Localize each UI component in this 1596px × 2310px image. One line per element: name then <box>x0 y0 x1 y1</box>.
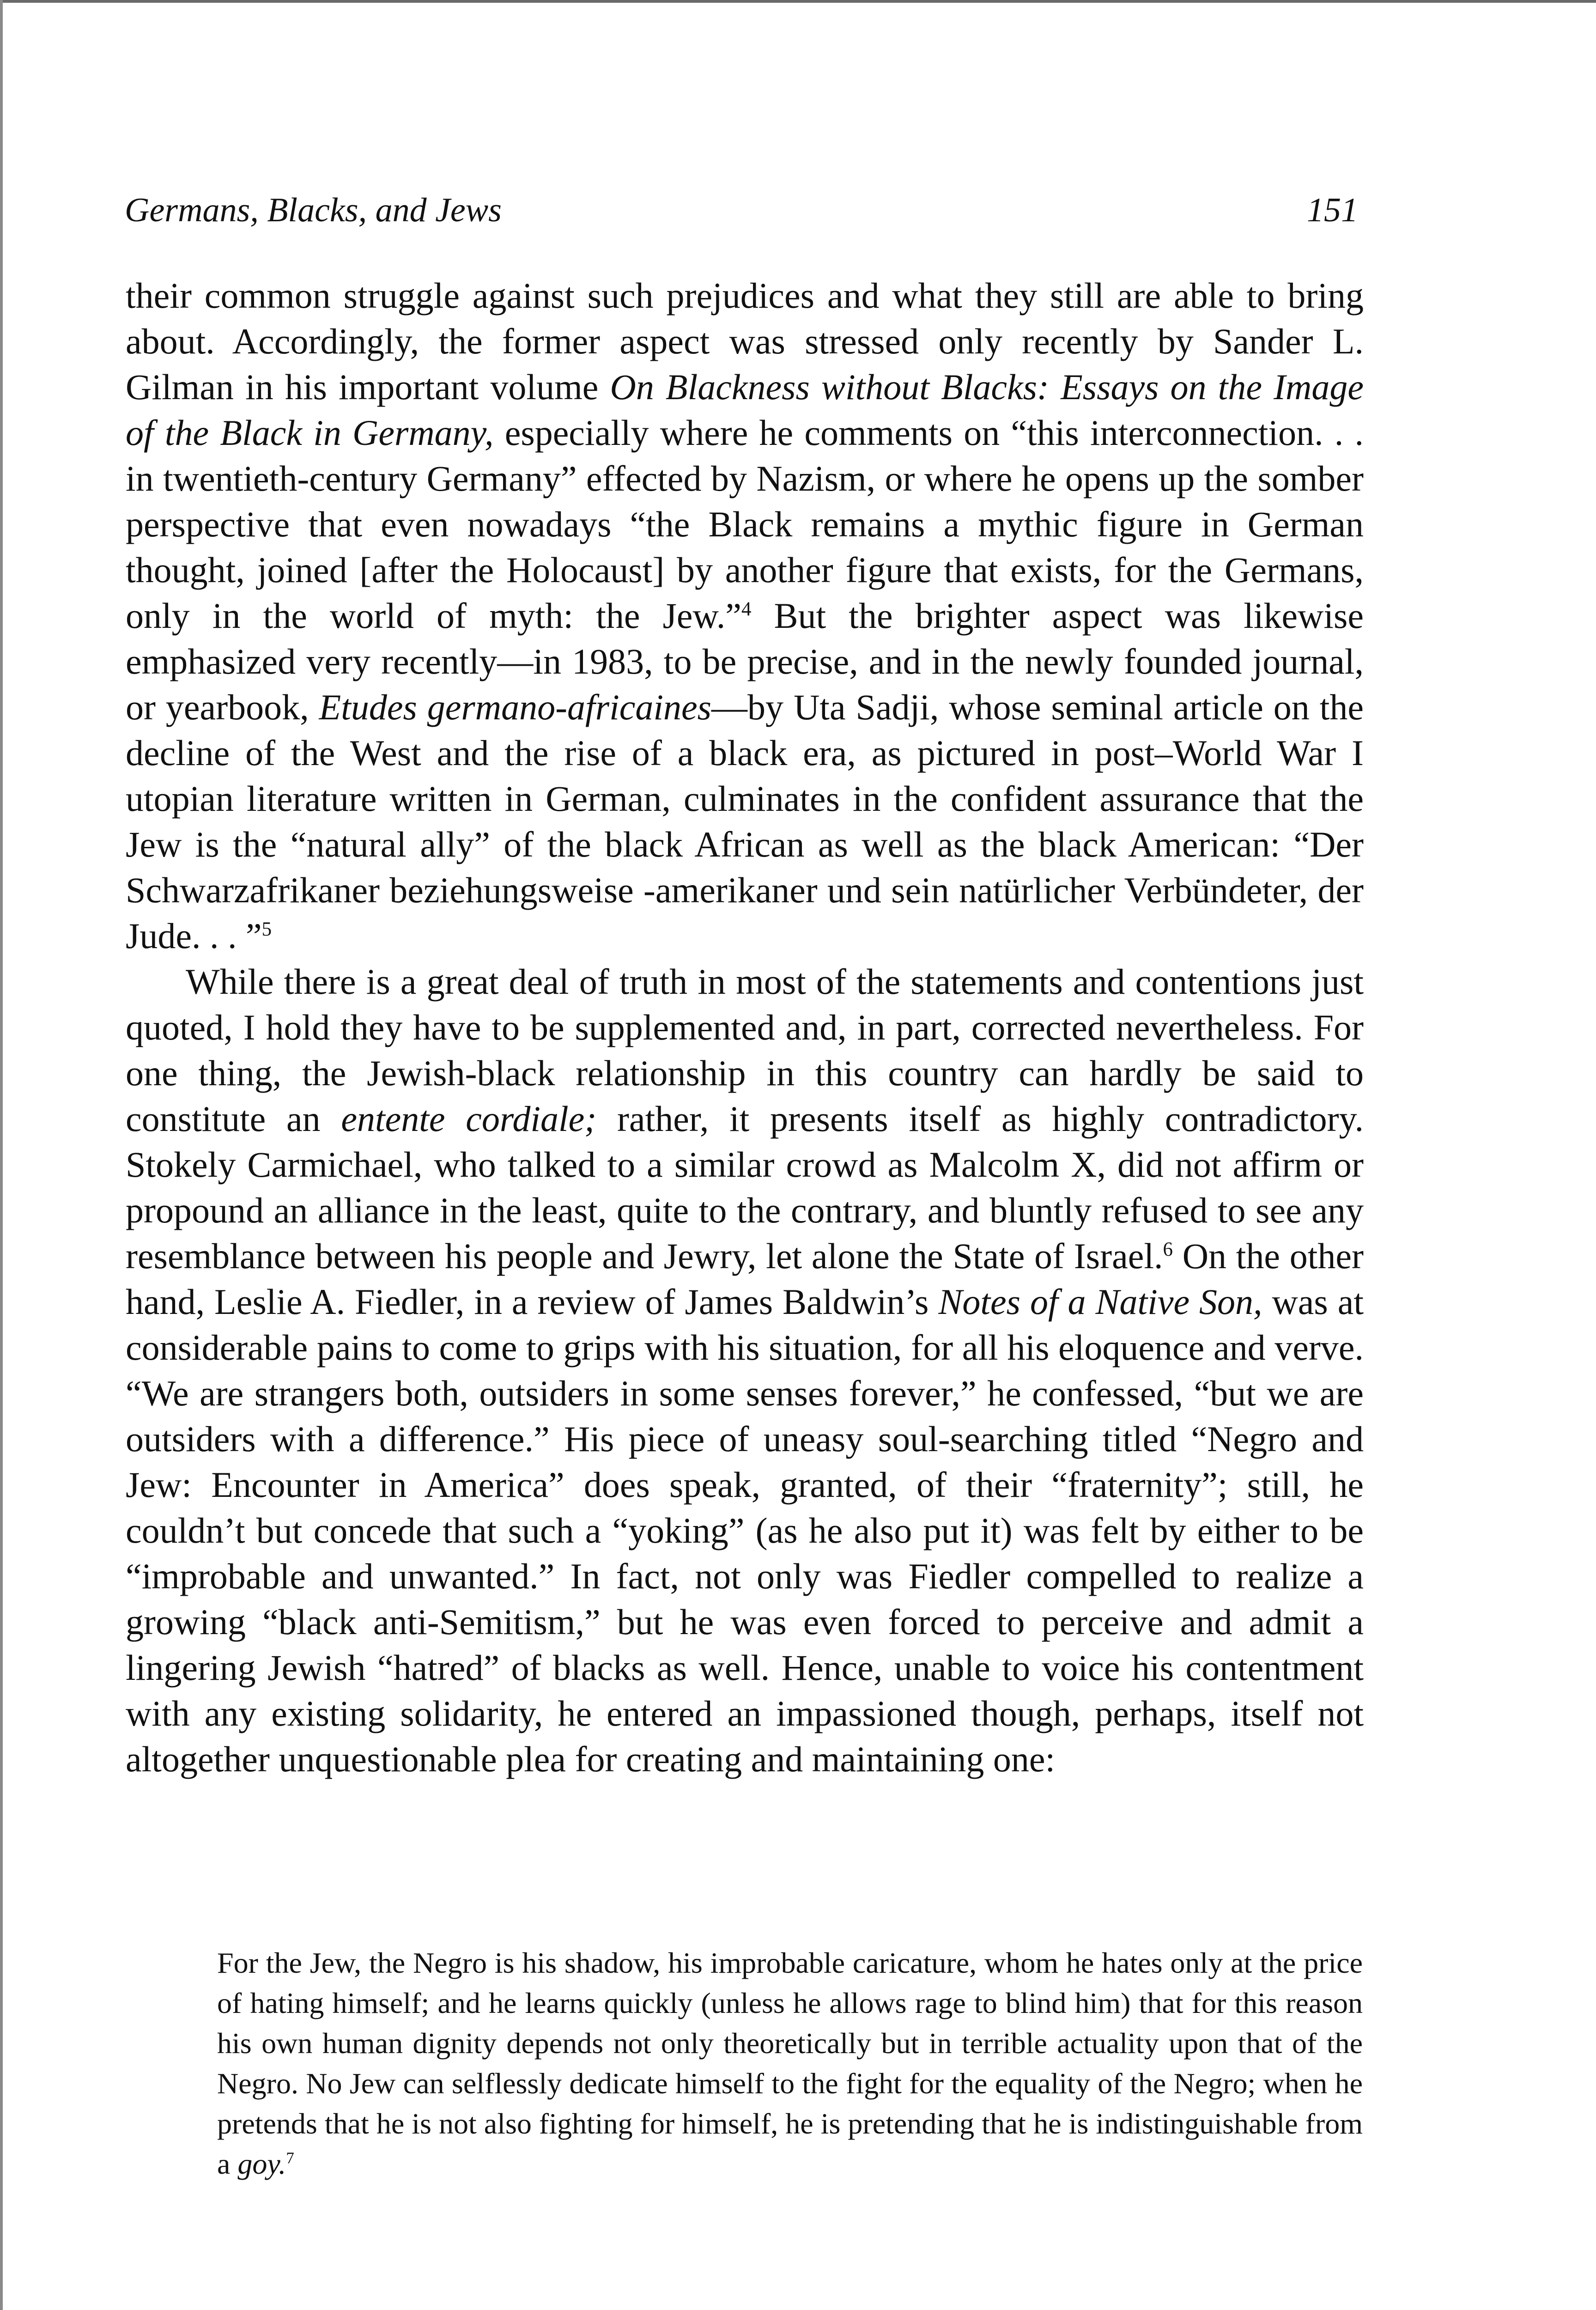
text-run: For the Jew, the Negro is his shadow, his improbable caricature, whom he hates only at the price of hating himself; and he learns quickly (unless he allows rage to blind him) that for this reason his own human dignity depends not only theoretically but in terrible actuality upon that of the Negro. No Jew can selflessly dedicate himself to the fight for the equality of the Negro; when he pretends that he is not also fighting for himself, he is pretending that he is indistinguishable from a <box>217 1946 1363 2180</box>
paragraph <box>126 273 1364 959</box>
page-number: 151 <box>1307 191 1358 229</box>
footnote-marker: 4 <box>741 598 752 620</box>
block-quote-text <box>217 1943 1363 2184</box>
italic-text: Notes of a Native Son, <box>938 1282 1262 1322</box>
text-run: While there is a great deal of truth in most of the statements and contentions just quoted, I hold they have to be supplemented and, in part, corrected nevertheless. For one thing, the Jewish-black relationship in this country can hardly be said to constitute an <box>126 961 1364 1139</box>
text-run: On the other hand, Leslie A. Fiedler, in a review of James Baldwin’s <box>126 1236 1364 1322</box>
italic-text: goy. <box>237 2147 286 2180</box>
scan-border-top <box>0 0 1596 3</box>
text-run: rather, it presents itself as highly contradictory. Stokely Carmichael, who talked to a similar crowd as Malcolm X, did not affirm or propound an alliance in the least, quite to the contrary, and bluntly refused to see any resemblance between his people and Jewry, let alone the State of Israel. <box>126 1099 1364 1276</box>
running-head: Germans, Blacks, and Jews <box>125 191 502 229</box>
italic-text: entente cordiale; <box>341 1099 597 1139</box>
italic-text: Etudes germano-africaines <box>319 687 712 727</box>
text-run: But the brighter aspect was likewise emphasized very recently—in 1983, to be precise, and in the newly founded journal, or yearbook, <box>126 596 1364 727</box>
text-run: their common struggle against such prejudices and what they still are able to bring about. Accordingly, the former aspect was stressed only recently by Sander L. Gilman in his important volume <box>126 275 1364 407</box>
block-quote <box>217 1943 1363 2184</box>
scan-border-left <box>0 0 3 2310</box>
text-run: —by Uta Sadji, whose seminal article on the decline of the West and the rise of a black era, as pictured in post–World War I utopian literature written in German, culminates in the confident assurance that the Jew is the “natural ally” of the black African as well as the black American: “Der Schwarzafrikaner beziehungsweise -amerikaner und sein natürlicher Verbündeter, der Jude. . . ” <box>126 687 1364 956</box>
footnote-marker: 5 <box>261 918 272 940</box>
italic-text: On Blackness without Blacks: Essays on the Image of the Black in Germany, <box>126 367 1364 453</box>
footnote-marker: 7 <box>286 2149 294 2167</box>
footnote-marker: 6 <box>1163 1239 1173 1260</box>
body-text <box>126 273 1364 1782</box>
text-run: especially where he comments on “this interconnection. . . in twentieth-century Germany” effected by Nazism, or where he opens up the somber perspective that even nowadays “the Black remains a mythic figure in German thought, joined [after the Holocaust] by another figure that exists, for the Germans, only in the world of myth: the Jew.” <box>126 413 1364 636</box>
page-header <box>125 185 1358 236</box>
text-run: was at considerable pains to come to grips with his situation, for all his eloquence and verve. “We are strangers both, outsiders in some senses forever,” he confessed, “but we are outsiders with a difference.” His piece of uneasy soul-searching titled “Negro and Jew: Encounter in America” does speak, granted, of their “fraternity”; still, he couldn’t but concede that such a “yoking” (as he also put it) was felt by either to be “improbable and unwanted.” In fact, not only was Fiedler compelled to realize a growing “black anti-Semitism,” but he was even forced to perceive and admit a lingering Jewish “hatred” of blacks as well. Hence, unable to voice his contentment with any existing solidarity, he entered an impassioned though, perhaps, itself not altogether unquestionable plea for creating and maintaining one: <box>126 1282 1364 1779</box>
paragraph <box>126 959 1364 1782</box>
